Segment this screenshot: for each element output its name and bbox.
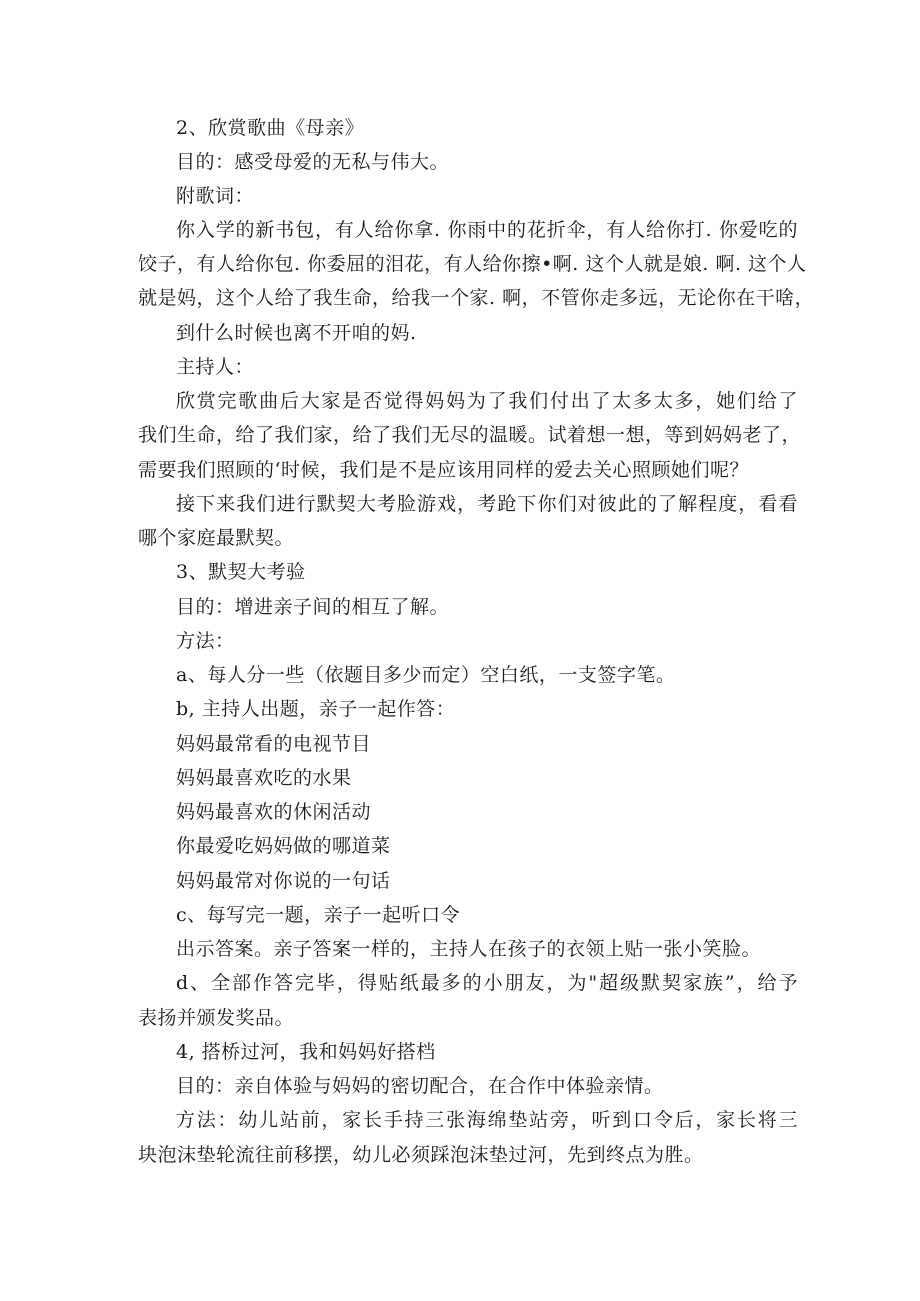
- lyrics-line: 饺子，有人给你包. 你委屈的泪花，有人给你擦•啊. 这个人就是娘. 啊. 这个人: [138, 253, 807, 275]
- method-step-d: d、全部作答完毕，得贴纸最多的小朋友，为"超级默契家族”，给予: [176, 972, 798, 994]
- method-line-cont: 块泡沫垫轮流往前移摆，幼儿必须踩泡沫垫过河，先到终点为胜。: [138, 1144, 704, 1166]
- question-item: 妈妈最喜欢的休闲活动: [176, 801, 372, 823]
- heading-tacit-test: 3、默契大考验: [176, 561, 306, 583]
- purpose-line: 目的：感受母爱的无私与伟大。: [176, 151, 450, 173]
- question-item: 妈妈最常对你说的一句话: [176, 870, 391, 892]
- host-paragraph-line: 接下来我们进行默契大考脸游戏，考跄下你们对彼此的了解程度，看看: [176, 493, 798, 515]
- host-paragraph-line: 哪个家庭最默契。: [138, 527, 295, 549]
- host-paragraph-line: 需要我们照顾的‘时候，我们是不是应该用同样的爱去关心照顾她们呢？: [138, 459, 750, 481]
- method-line: 方法：幼儿站前，家长手持三张海绵垫站旁，听到口令后，家长将三: [176, 1109, 798, 1131]
- heading-song-appreciation: 2、欣赏歌曲《母亲》: [176, 117, 365, 139]
- lyrics-line: 你入学的新书包，有人给你拿. 你雨中的花折伞，有人给你打. 你爱吃的: [176, 219, 798, 241]
- host-paragraph-line: 欣赏完歌曲后大家是否觉得妈妈为了我们付出了太多太多，她们给了: [176, 390, 798, 412]
- method-step-d-cont: 表扬并颁发奖品。: [138, 1007, 295, 1029]
- host-label: 主持人：: [176, 356, 255, 378]
- purpose-line: 目的：增进亲子间的相互了解。: [176, 596, 450, 618]
- lyrics-line: 到什么时候也离不开咱的妈.: [176, 322, 417, 344]
- lyrics-line: 就是妈，这个人给了我生命，给我一个家. 啊，不管你走多远，无论你在干啥，: [138, 287, 815, 309]
- host-paragraph-line: 我们生命，给了我们家，给了我们无尽的温暖。试着想一想，等到妈妈老了，: [138, 424, 802, 446]
- heading-bridge-game: 4, 搭桥过河，我和妈妈好搭档: [176, 1041, 436, 1063]
- method-step-c: c、每写完一题，亲子一起听口令: [176, 904, 461, 926]
- question-item: 妈妈最常看的电视节目: [176, 733, 372, 755]
- method-label: 方法：: [176, 630, 235, 652]
- lyrics-label: 附歌词：: [176, 185, 255, 207]
- purpose-line: 目的：亲自体验与妈妈的密切配合，在合作中体验亲情。: [176, 1075, 664, 1097]
- method-step-c-detail: 出示答案。亲子答案一样的，主持人在孩子的衣领上贴一张小笑脸。: [176, 938, 762, 960]
- question-item: 妈妈最喜欢吃的水果: [176, 767, 352, 789]
- method-step-b: b, 主持人出题，亲子一起作答：: [176, 698, 456, 720]
- method-step-a: a、每人分一些（依题目多少而定）空白纸，一支签字笔。: [176, 664, 676, 686]
- question-item: 你最爱吃妈妈做的哪道菜: [176, 835, 391, 857]
